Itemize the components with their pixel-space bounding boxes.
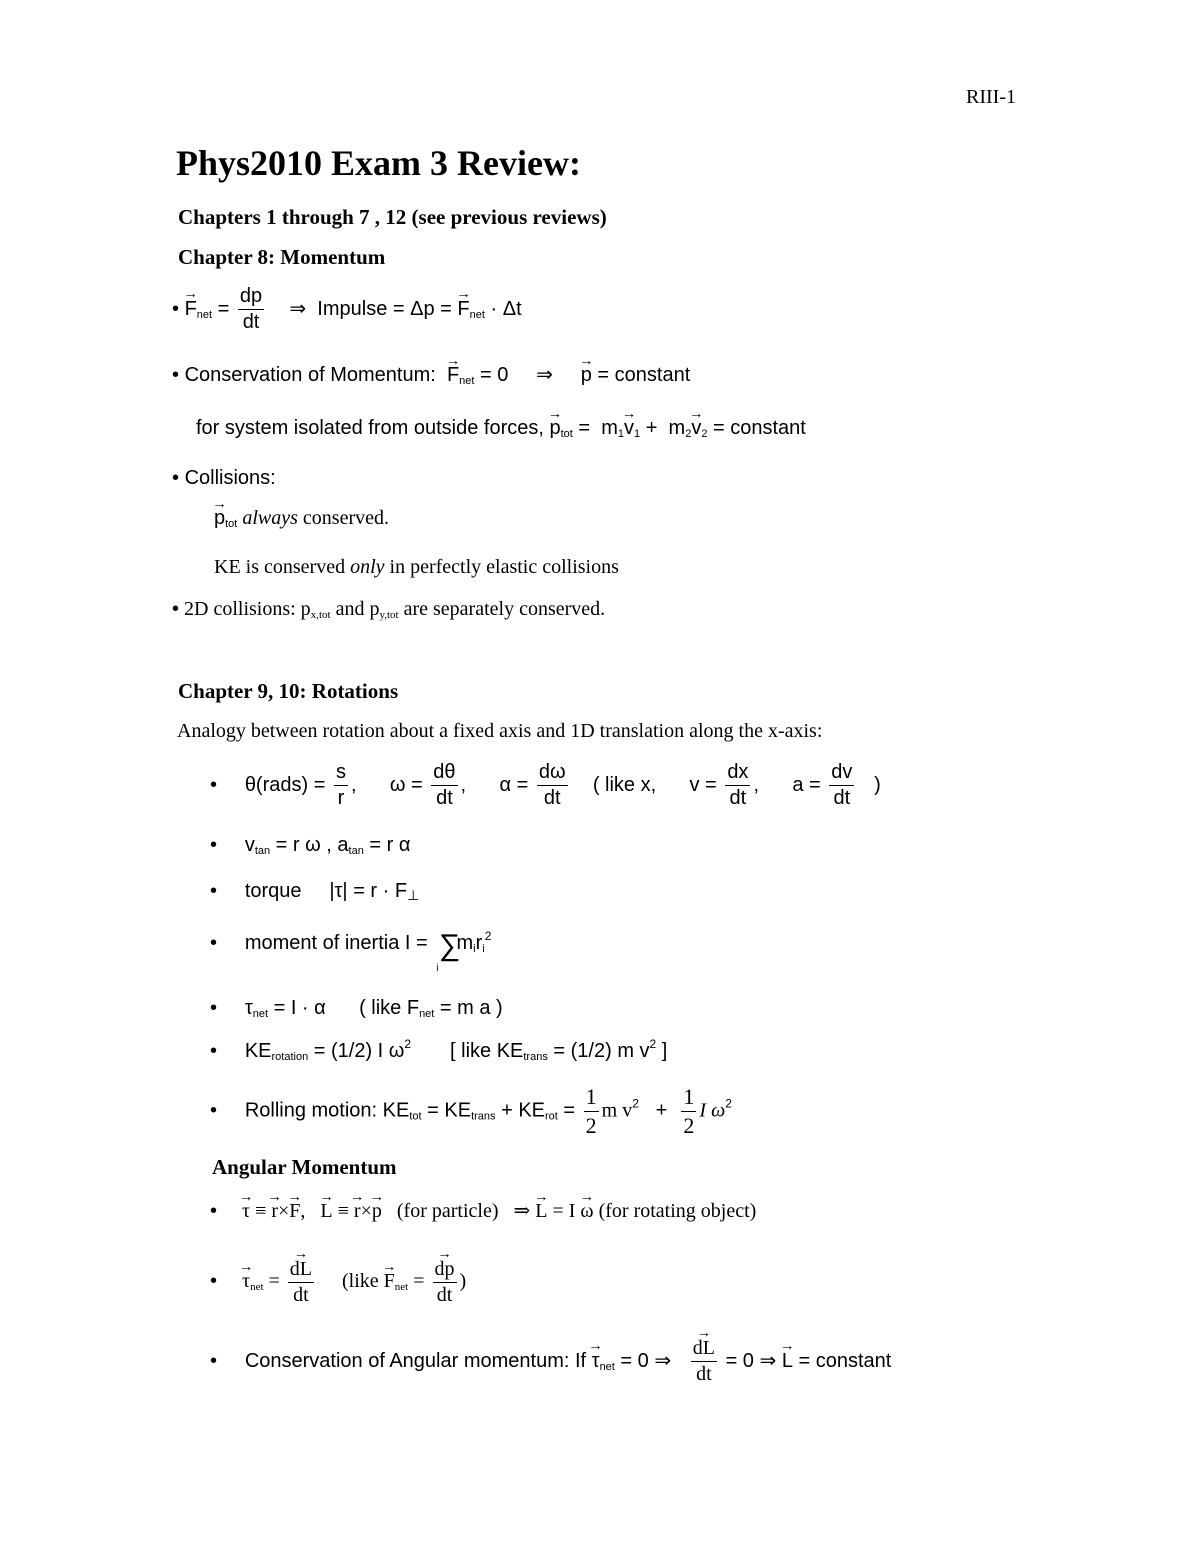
comma: , xyxy=(300,1200,306,1222)
rotating-note: (for rotating object) xyxy=(598,1200,757,1222)
rolling-motion-equation xyxy=(210,1083,732,1139)
net-subscript: net xyxy=(419,1008,435,1020)
force-vector: → F xyxy=(384,1270,395,1293)
bullet: • xyxy=(172,467,180,489)
domega-dt xyxy=(537,760,568,811)
force-vector: → F xyxy=(289,1200,300,1223)
v-label: v = xyxy=(689,773,717,796)
equals-constant: = constant xyxy=(597,364,691,386)
tot-subscript: tot xyxy=(409,1110,422,1123)
dv-dt xyxy=(829,760,854,811)
collisions-label: Collisions: xyxy=(184,467,276,489)
bullet: • xyxy=(210,997,218,1019)
bullet: • xyxy=(210,1099,218,1122)
velocity-symbol: → v xyxy=(624,417,634,440)
ptot-conserved xyxy=(214,507,389,530)
bullet: • xyxy=(210,1270,218,1293)
p-vector: → p xyxy=(372,1200,382,1223)
chapter-9-10-heading: Chapter 9, 10: Rotations xyxy=(178,679,399,703)
impulse-label: Impulse xyxy=(317,297,388,320)
like-x: ( like x, xyxy=(592,773,657,796)
velocity-symbol: → v xyxy=(691,417,701,440)
like-text: (like xyxy=(342,1270,379,1293)
mv-term: m v xyxy=(601,1099,633,1122)
omega-vector: → ω xyxy=(580,1200,593,1223)
numerator: dω xyxy=(537,760,568,786)
conservation-label: Conservation of Momentum: xyxy=(184,364,436,386)
numerator: 1 xyxy=(681,1083,696,1112)
a-label: a = xyxy=(792,773,821,796)
superscript: 2 xyxy=(725,1096,732,1111)
tot-subscript: tot xyxy=(225,518,238,530)
dp-dt-fraction xyxy=(433,1257,457,1308)
equals: = xyxy=(268,1270,280,1293)
net-subscript: net xyxy=(469,308,485,321)
s-over-r xyxy=(334,760,348,811)
net-subscript: net xyxy=(394,1281,409,1294)
momentum-symbol: → p xyxy=(581,364,592,387)
bullet: • xyxy=(172,297,180,320)
chapters-previous-heading: Chapters 1 through 7 , 12 (see previous reviews) xyxy=(178,205,607,229)
2d-collisions-item xyxy=(172,598,605,621)
bullet: • xyxy=(172,598,180,620)
equals-i: = I xyxy=(552,1200,576,1222)
ke-text: KE is conserved xyxy=(214,556,346,578)
subscript: 1 xyxy=(634,428,641,440)
superscript: 2 xyxy=(484,929,492,943)
equals-zero: = 0 xyxy=(725,1349,754,1372)
equiv: ≡ xyxy=(337,1200,349,1222)
subscript: i xyxy=(482,943,485,955)
close-paren: ) xyxy=(459,1270,467,1293)
dp-dt-fraction xyxy=(238,284,264,335)
a-tan-value: = r α xyxy=(369,834,411,856)
page-label: RIII-1 xyxy=(966,86,1016,108)
dl-dt-fraction xyxy=(691,1336,717,1387)
denominator: 2 xyxy=(683,1112,695,1138)
bullet: • xyxy=(172,364,180,386)
l-vector: → L xyxy=(782,1350,793,1373)
plus-ke: + KE xyxy=(495,1099,546,1122)
net-subscript: net xyxy=(250,1281,264,1294)
equiv: ≡ xyxy=(255,1200,267,1222)
net-subscript: net xyxy=(459,375,475,387)
subscript: 2 xyxy=(701,428,708,440)
separately-text: are separately conserved. xyxy=(398,598,606,620)
l-vector: → L xyxy=(320,1200,332,1223)
net-subscript: net xyxy=(599,1360,615,1373)
equals: = xyxy=(557,1099,576,1122)
tan-subscript: tan xyxy=(348,845,364,857)
conservation-label: Conservation of Angular momentum: If xyxy=(244,1349,587,1372)
net-subscript: net xyxy=(196,308,213,321)
r-vector: → r xyxy=(271,1200,278,1223)
collisions-item xyxy=(172,467,276,490)
rot-subscript: rot xyxy=(545,1110,558,1123)
bullet: • xyxy=(210,932,218,954)
omega-label: ω = xyxy=(389,773,423,796)
dl-dt-fraction xyxy=(288,1257,314,1308)
numerator: dx xyxy=(725,760,750,786)
denominator: dt xyxy=(242,311,260,333)
trans-subscript: trans xyxy=(471,1110,496,1123)
dx-dt xyxy=(725,760,750,811)
delta-p: Δp xyxy=(410,297,435,320)
superscript: 2 xyxy=(632,1096,639,1111)
superscript: 2 xyxy=(649,1037,657,1051)
radius-symbol: r xyxy=(475,932,483,954)
rolling-label: Rolling motion: KE xyxy=(244,1099,410,1122)
dot-delta-t: · Δt xyxy=(490,297,522,320)
angular-torque-net xyxy=(210,1257,466,1308)
subscript: 2 xyxy=(685,428,692,440)
ke-symbol: KE xyxy=(244,1040,272,1062)
elastic-text: in perfectly elastic collisions xyxy=(389,556,619,578)
torque-equation xyxy=(210,880,419,903)
denominator: dt xyxy=(436,787,453,809)
l-vector: → L xyxy=(535,1200,547,1223)
implies-arrow: ⇒ xyxy=(513,1200,531,1222)
mass-symbol: m xyxy=(456,932,474,954)
analogy-text: Analogy between rotation about a fixed axis and 1D translation along the x-axis: xyxy=(177,720,823,742)
isolated-text: for system isolated from outside forces, xyxy=(196,417,544,439)
bullet: • xyxy=(210,834,218,856)
denominator: dt xyxy=(696,1363,712,1385)
particle-note: (for particle) xyxy=(396,1200,499,1222)
torque-value: = r · F xyxy=(353,880,408,902)
like-text: ( like F xyxy=(359,997,420,1019)
like-rest: = m a ) xyxy=(439,997,503,1019)
tangential-relations xyxy=(210,834,410,857)
equals-constant: = constant xyxy=(713,417,806,439)
page-title: Phys2010 Exam 3 Review: xyxy=(176,143,581,183)
equals-zero: = 0 xyxy=(620,1349,649,1372)
implies-arrow: ⇒ xyxy=(536,364,553,386)
numerator: dv xyxy=(829,760,854,786)
cross: × xyxy=(278,1200,290,1222)
equals-zero: = 0 xyxy=(480,364,509,386)
2d-text: 2D collisions: p xyxy=(184,598,311,620)
moment-of-inertia xyxy=(210,929,492,974)
subscript: i xyxy=(473,943,476,955)
conservation-angular-momentum xyxy=(210,1336,891,1387)
summation-index: i xyxy=(436,963,439,974)
mass-symbol: m xyxy=(668,417,686,439)
momentum-symbol: → p xyxy=(549,417,560,440)
numerator: dp xyxy=(238,284,264,310)
cross: × xyxy=(360,1200,372,1222)
summation-symbol: ∑ xyxy=(438,929,461,962)
and-text: and p xyxy=(330,598,380,620)
rotation-subscript: rotation xyxy=(271,1051,309,1063)
like-ke: [ like KE xyxy=(450,1040,524,1062)
tau-symbol: τ xyxy=(244,997,253,1019)
denominator: dt xyxy=(436,1284,453,1306)
plus: + xyxy=(655,1099,668,1122)
subscript: 1 xyxy=(617,428,625,440)
ke-trans-value: = (1/2) m v xyxy=(553,1040,650,1062)
x-tot-subscript: x,tot xyxy=(310,609,331,621)
one-half-fraction xyxy=(681,1083,696,1139)
ke-conserved-line xyxy=(214,556,619,579)
i-omega-term: I ω xyxy=(699,1099,726,1122)
bullet: • xyxy=(210,1349,218,1372)
one-half-fraction xyxy=(584,1083,599,1139)
bullet: • xyxy=(210,1200,218,1222)
tau-magnitude: |τ| xyxy=(329,880,348,902)
bullet: • xyxy=(210,880,218,902)
y-tot-subscript: y,tot xyxy=(379,609,399,621)
isolated-system-equation xyxy=(196,417,806,440)
denominator: dt xyxy=(833,787,851,809)
alpha-label: α = xyxy=(499,773,529,796)
numerator: → dL xyxy=(288,1257,314,1283)
equals-ke: = KE xyxy=(421,1099,472,1122)
close-bracket: ] xyxy=(661,1040,668,1062)
tot-subscript: tot xyxy=(560,428,573,440)
chapter-8-heading: Chapter 8: Momentum xyxy=(178,245,386,269)
numerator: dθ xyxy=(431,760,457,786)
numerator: 1 xyxy=(584,1083,599,1112)
tan-subscript: tan xyxy=(254,845,271,857)
tau-vector: → τ xyxy=(242,1270,250,1293)
force-symbol: → F xyxy=(457,298,469,321)
denominator: 2 xyxy=(585,1112,597,1138)
numerator: s xyxy=(334,760,348,786)
denominator: dt xyxy=(293,1284,309,1306)
theta-label: θ(rads) = xyxy=(244,773,326,796)
rotation-definitions xyxy=(210,760,881,811)
equals: = xyxy=(440,297,452,320)
denominator: r xyxy=(337,787,345,809)
equals: = xyxy=(578,417,591,439)
implies-arrow: ⇒ xyxy=(654,1349,672,1372)
torque-net-value: = I · α xyxy=(273,997,326,1019)
plus: + xyxy=(645,417,658,439)
implies-arrow: ⇒ xyxy=(289,297,307,320)
denominator: dt xyxy=(729,787,747,809)
trans-subscript: trans xyxy=(523,1051,548,1063)
dtheta-dt xyxy=(431,760,457,811)
bullet: • xyxy=(210,1040,218,1062)
bullet: • xyxy=(210,773,218,796)
comma: , xyxy=(350,773,357,796)
perp-subscript: ⊥ xyxy=(407,887,420,903)
impulse-equation xyxy=(172,284,522,335)
mass-symbol: m xyxy=(601,417,618,439)
equals: = xyxy=(217,297,230,320)
v-symbol: v xyxy=(244,834,255,856)
close-paren: ) xyxy=(874,773,881,796)
force-symbol: → F xyxy=(447,364,459,387)
force-symbol: → F xyxy=(185,298,197,321)
superscript: 2 xyxy=(404,1037,412,1051)
angular-momentum-heading: Angular Momentum xyxy=(212,1155,397,1179)
inertia-label: moment of inertia I = xyxy=(244,932,428,954)
torque-label: torque xyxy=(244,880,302,902)
numerator: → dL xyxy=(691,1336,717,1362)
torque-net-equation xyxy=(210,997,503,1020)
always-text: always xyxy=(242,507,298,529)
conservation-of-momentum xyxy=(172,362,690,387)
equals: = xyxy=(413,1270,425,1293)
ke-rotation-equation xyxy=(210,1037,668,1063)
equals-constant: = constant xyxy=(798,1349,892,1372)
a-symbol: a xyxy=(337,834,349,856)
tau-vector: → τ xyxy=(242,1200,250,1223)
denominator: dt xyxy=(543,787,561,809)
comma: , xyxy=(460,773,467,796)
equals: = xyxy=(392,297,405,320)
r-vector: → r xyxy=(354,1200,361,1223)
conserved-text: conserved. xyxy=(302,507,389,529)
momentum-symbol: → p xyxy=(214,507,225,530)
ke-rotation-value: = (1/2) I ω xyxy=(313,1040,405,1062)
net-subscript: net xyxy=(252,1008,269,1020)
numerator: → dp xyxy=(433,1257,457,1283)
tau-vector: → τ xyxy=(592,1350,600,1373)
angular-momentum-definition xyxy=(210,1198,756,1223)
only-text: only xyxy=(350,556,385,578)
comma: , xyxy=(753,773,759,796)
v-tan-value: = r ω , xyxy=(275,834,332,856)
implies-arrow: ⇒ xyxy=(759,1349,777,1372)
